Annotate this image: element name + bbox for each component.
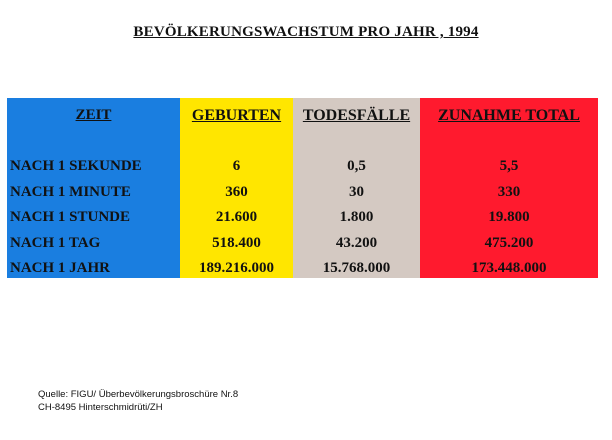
- table-cell: 475.200: [484, 234, 534, 251]
- table-cell: 5,5: [499, 158, 519, 174]
- table-cell: 30: [349, 183, 364, 200]
- column-geburten: [180, 98, 293, 278]
- column-zunahme-total: [420, 98, 598, 278]
- table-cell: 173.448.000: [471, 260, 547, 276]
- column-header-zunahme-total: ZUNAHME TOTAL: [438, 107, 580, 124]
- table-cell: 518.400: [212, 234, 261, 251]
- table-cell: NACH 1 SEKUNDE: [10, 158, 142, 174]
- table-cell: 19.800: [488, 209, 530, 225]
- table-cell: 6: [232, 158, 241, 174]
- source-line: Quelle: FIGU/ Überbevölkerungsbroschüre Nr.8: [38, 389, 239, 400]
- table-cell: 21.600: [215, 209, 258, 225]
- column-cells-zunahme-total: [420, 154, 598, 282]
- table-cell: NACH 1 TAG: [10, 234, 101, 251]
- source-note: [38, 388, 238, 414]
- column-header-todesfaelle: TODESFÄLLE: [302, 107, 411, 124]
- column-header-zeit: ZEIT: [75, 107, 112, 123]
- column-cells-geburten: [180, 154, 293, 282]
- table-cell: NACH 1 MINUTE: [10, 183, 131, 200]
- table-cell: 1.800: [339, 209, 374, 225]
- table-cell: 330: [497, 183, 521, 200]
- table-cell: 15.768.000: [322, 260, 391, 276]
- growth-table: [7, 98, 598, 278]
- table-cell: 189.216.000: [199, 260, 274, 276]
- table-cell: 0,5: [347, 158, 366, 174]
- chart-title: BEVÖLKERUNGSWACHSTUM PRO JAHR , 1994: [133, 24, 479, 40]
- address-line: CH-8495 Hinterschmidrüti/ZH: [38, 402, 163, 413]
- table-cell: 43.200: [335, 234, 378, 251]
- column-zeit: [7, 98, 180, 278]
- table-cell: NACH 1 JAHR: [10, 260, 110, 276]
- table-cell: NACH 1 STUNDE: [10, 209, 131, 225]
- column-cells-todesfaelle: [293, 154, 420, 282]
- column-todesfaelle: [293, 98, 420, 278]
- table-cell: 360: [225, 183, 248, 200]
- column-cells-zeit: [7, 154, 180, 282]
- column-header-geburten: GEBURTEN: [191, 107, 282, 124]
